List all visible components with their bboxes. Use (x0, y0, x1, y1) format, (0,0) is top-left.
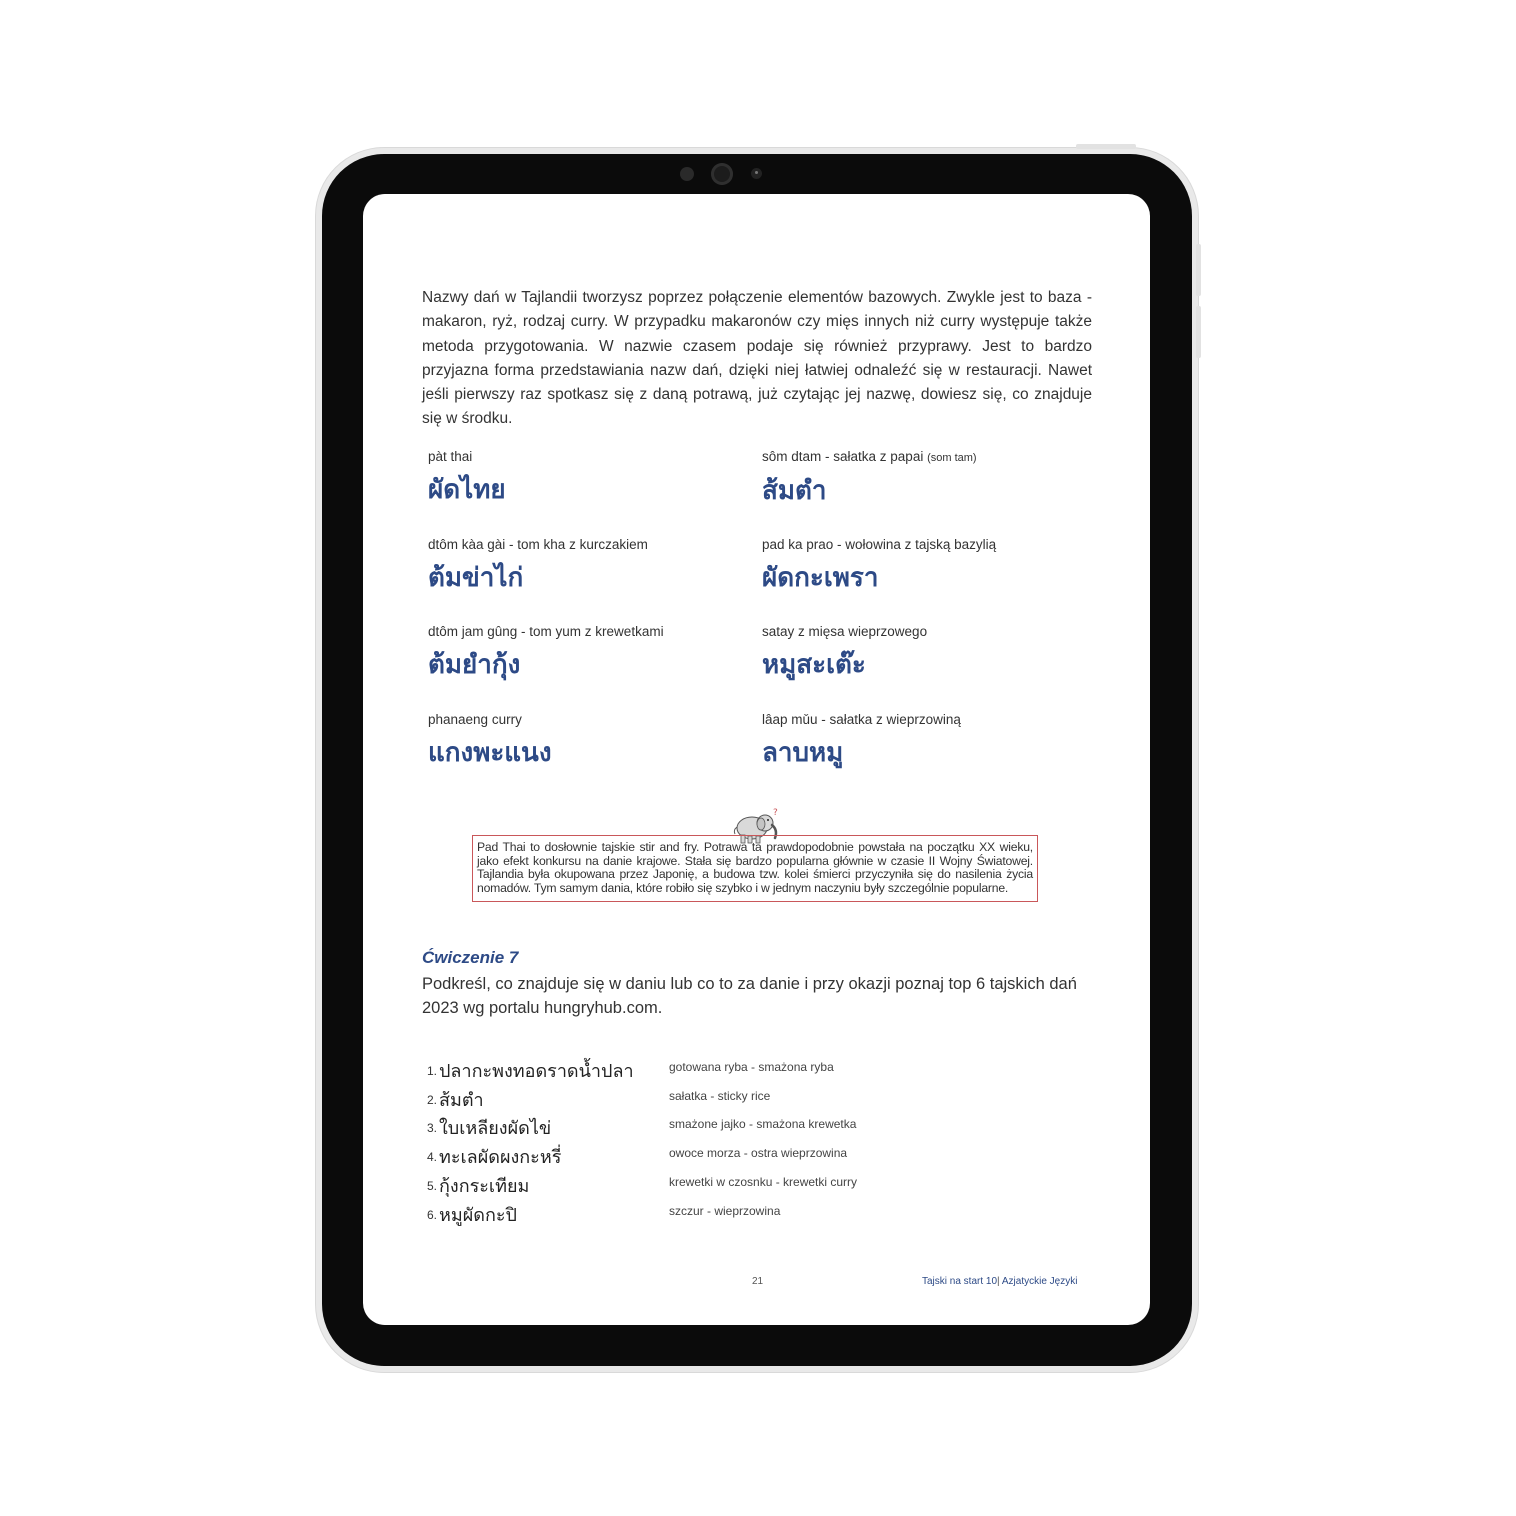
dish-romanization: satay z mięsa wieprzowego (762, 624, 928, 639)
dish-thai-name: ผัดกะเพรา (762, 562, 879, 592)
item-options[interactable]: gotowana ryba - smażona ryba (669, 1060, 834, 1074)
dish-entry (762, 711, 1082, 769)
item-number: 1. (427, 1064, 438, 1078)
dish-romanization: dtôm jam gûng - tom yum z krewetkami (428, 624, 664, 639)
book-title: Tajski na start 10 (922, 1276, 998, 1287)
footer-separator: | (997, 1276, 1000, 1287)
dish-romanization: pàt thai (428, 449, 473, 464)
dish-thai-name: ส้มตำ (762, 475, 827, 505)
dish-entry (428, 536, 748, 594)
item-thai-dish: ใบเหลียงผัดไข่ (439, 1118, 552, 1138)
item-number: 2. (427, 1093, 438, 1107)
light-sensor-icon (751, 168, 762, 179)
intro-paragraph: Nazwy dań w Tajlandii tworzysz poprzez połączenie elementów bazowych. Zwykle jest to baza - makaron, ryż, rodzaj curry. W przypadku makaronów czy mięs innych niż curry występuje także metoda przygotowania. W nazwie czasem podaje się również przyprawy. Jest to bardzo przyjazna forma przedstawiania nazw dań, dzięki niej łatwiej odnaleźć się w restauracji. Nawet jeśli pierwszy raz spotkasz się z daną potrawą, już czytając jej nazwę, dowiesz się, co znajduje się w środku. (422, 289, 1092, 428)
item-options[interactable]: smażone jajko - smażona krewetka (669, 1117, 857, 1131)
dish-entry (762, 536, 1082, 594)
list-item (427, 1142, 1027, 1170)
page-number: 21 (752, 1276, 764, 1287)
camera-icon (711, 163, 733, 185)
dish-romanization: dtôm kàa gài - tom kha z kurczakiem (428, 537, 648, 552)
power-button (1076, 144, 1136, 149)
list-item (427, 1056, 1027, 1084)
screen (363, 194, 1150, 1325)
item-thai-dish: ปลากะพงทอดราดน้ำปลา (439, 1061, 634, 1081)
exercise-title: Ćwiczenie 7 (422, 948, 519, 967)
dish-romanization: phanaeng curry (428, 712, 522, 727)
item-thai-dish: หมูผัดกะปิ (439, 1205, 517, 1225)
footer-title (922, 1276, 1077, 1287)
dish-thai-name: หมูสะเต๊ะ (762, 649, 866, 679)
dish-thai-name: ลาบหมู (762, 737, 844, 767)
dish-romanization: sôm dtam - sałatka z papai (som tam) (762, 449, 977, 464)
svg-text:?: ? (773, 808, 778, 818)
item-number: 3. (427, 1121, 438, 1135)
sensor-icon (680, 167, 694, 181)
dish-entry (428, 623, 748, 681)
item-thai-dish: ส้มตำ (439, 1090, 484, 1110)
list-item (427, 1113, 1027, 1141)
item-options[interactable]: sałatka - sticky rice (669, 1089, 771, 1103)
list-item (427, 1085, 1027, 1113)
dish-romanization: lâap mǔu - sałatka z wieprzowiną (762, 712, 961, 727)
volume-up-button (1196, 244, 1201, 296)
dish-entry (428, 448, 748, 506)
dish-thai-name: ผัดไทย (428, 474, 506, 504)
dish-note: (som tam) (927, 452, 977, 464)
item-number: 5. (427, 1179, 438, 1193)
item-options[interactable]: krewetki w czosnku - krewetki curry (669, 1175, 858, 1189)
dish-romanization: pad ka prao - wołowina z tajską bazylią (762, 537, 997, 552)
exercise-description: Podkreśl, co znajduje się w daniu lub co to za danie i przy okazji poznaj top 6 tajskich dań 2023 wg portalu hungryhub.com. (422, 975, 1077, 1017)
item-number: 4. (427, 1150, 438, 1164)
list-item (427, 1200, 1027, 1228)
item-options[interactable]: szczur - wieprzowina (669, 1204, 781, 1218)
item-options[interactable]: owoce morza - ostra wieprzowina (669, 1146, 848, 1160)
dish-thai-name: แกงพะแนง (428, 737, 552, 767)
item-thai-dish: กุ้งกระเทียม (439, 1176, 530, 1196)
dish-thai-name: ต้มข่าไก่ (428, 562, 524, 592)
publisher-name: Azjatyckie Języki (1001, 1276, 1078, 1287)
info-box: Pad Thai to dosłownie tajskie stir and fry. Potrawa ta prawdopodobnie powstała na początku XX wieku, jako efekt konkursu na danie krajowe. Stała się bardzo popularna głównie w czasie II Wojny Światowej. Tajlandia była okupowana przez Japonię, a budowa tzw. kolei śmierci przyczyniła się do nasilenia życia nomadów. Tym samym dania, które robiło się szybko i w jednym naczyniu były szczególnie popularne. (472, 835, 1038, 902)
dish-entry (762, 448, 1082, 507)
dish-entry (428, 711, 748, 769)
item-thai-dish: ทะเลผัดผงกะหรี่ (439, 1147, 562, 1167)
dish-thai-name: ต้มยำกุ้ง (428, 649, 521, 679)
item-number: 6. (427, 1208, 438, 1222)
dish-entry (762, 623, 1082, 681)
volume-down-button (1196, 306, 1201, 358)
list-item (427, 1171, 1027, 1199)
